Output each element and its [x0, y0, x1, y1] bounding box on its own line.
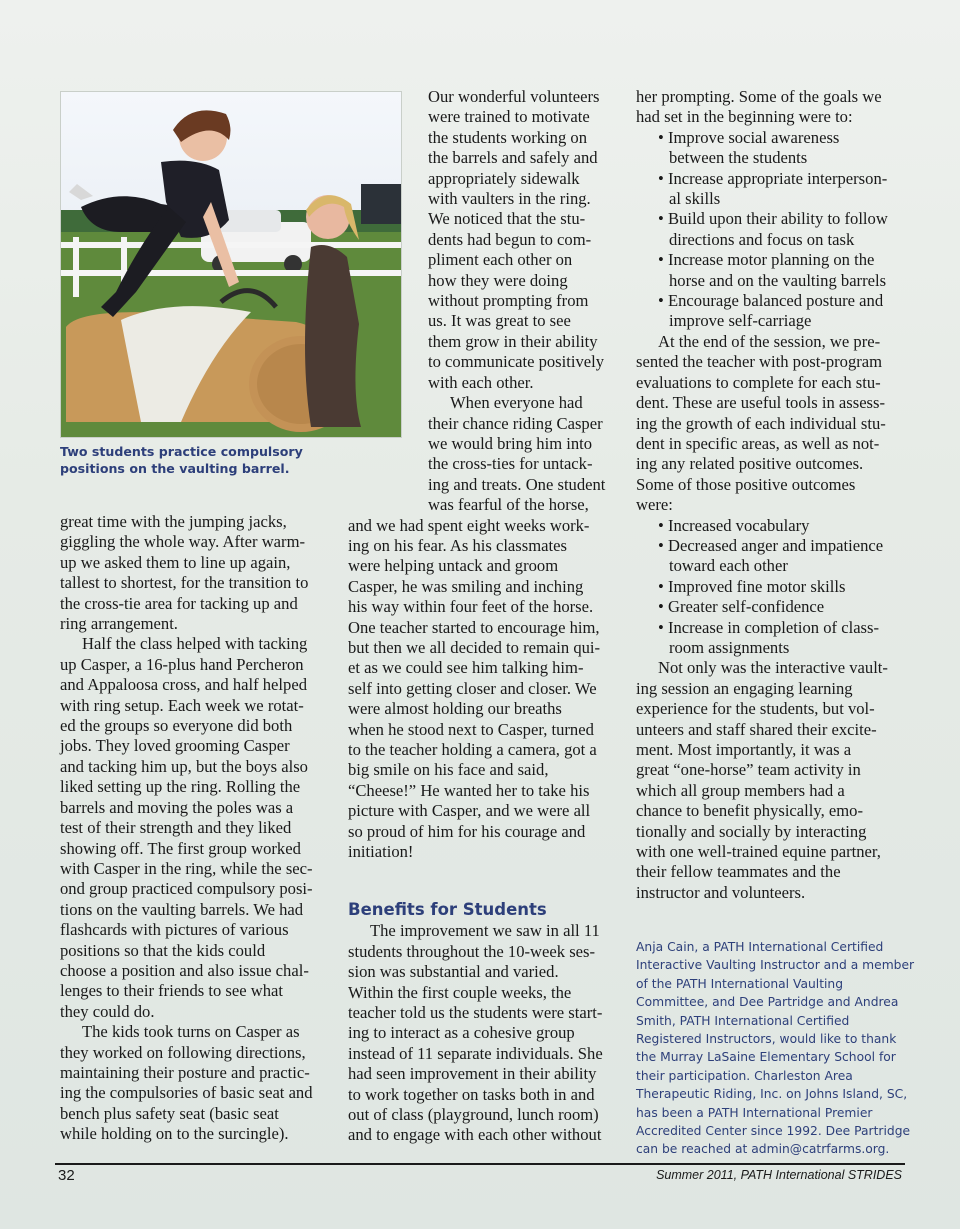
bio-line: Anja Cain, a PATH International Certified: [636, 940, 884, 954]
text-line: out of class (playground, lunch room): [348, 1105, 599, 1125]
photo-caption: [60, 444, 330, 477]
list-item: • Increase appropriate interperson-: [658, 168, 888, 188]
text-line: pliment each other on: [428, 250, 573, 270]
text-line: tallest to shortest, for the transition to: [60, 573, 309, 593]
text-line: unteers and staff shared their excite-: [636, 719, 877, 739]
text-line: liked setting up the ring. Rolling the: [60, 777, 301, 797]
text-line: Casper, he was smiling and inching: [348, 576, 584, 596]
bio-line: their participation. Charleston Area: [636, 1068, 853, 1083]
text-line: ment. Most importantly, it was a: [636, 740, 852, 759]
paragraph: [60, 512, 332, 634]
text-line: was fearful of the horse,: [428, 495, 589, 515]
text-line: self into getting closer and closer. We: [348, 678, 597, 698]
text-line: were almost holding our breaths: [348, 699, 562, 719]
text-line: evaluations to complete for each stu-: [636, 372, 881, 392]
text-line: up Casper, a 16-plus hand Percheron: [60, 654, 304, 674]
text-line: dent. These are useful tools in assess-: [636, 393, 886, 413]
bio-line: of the PATH International Vaulting: [636, 976, 844, 991]
text-line: up we asked them to line up again,: [60, 552, 291, 572]
paragraph: [60, 1022, 332, 1144]
text-line: Our wonderful volunteers: [428, 87, 600, 106]
text-line: ing to interact as a cohesive group: [348, 1023, 575, 1043]
text-line: with vaulters in the ring.: [428, 189, 591, 209]
text-line: dents had begun to com-: [428, 229, 592, 249]
bio-line: Registered Instructors, would like to thank: [636, 1032, 897, 1047]
text-line: with each other.: [428, 372, 534, 392]
text-line: their chance riding Casper: [428, 413, 603, 433]
text-line: The kids took turns on Casper as: [82, 1022, 300, 1042]
text-line: experience for the students, but vol-: [636, 699, 875, 719]
bio-line: can be reached at admin@catrfarms.org.: [636, 1142, 890, 1157]
text-line: without prompting from: [428, 291, 589, 311]
bio-line: Smith, PATH International Certified: [636, 1013, 850, 1028]
caption-line: positions on the vaulting barrel.: [60, 460, 290, 476]
text-line: his way within four feet of the horse.: [348, 597, 594, 617]
text-line: maintaining their posture and practic-: [60, 1062, 310, 1082]
text-line: barrels and moving the poles was a: [60, 797, 294, 817]
text-line: chance to benefit physically, emo-: [636, 801, 863, 821]
list-item-continuation: directions and focus on task: [669, 229, 855, 249]
text-line: they could do.: [60, 1001, 155, 1021]
text-line: instructor and volunteers.: [636, 882, 806, 902]
list-item-text: Build upon their ability to follow: [667, 209, 888, 229]
paragraph: [60, 634, 332, 1022]
text-line: showing off. The first group worked: [60, 838, 301, 858]
page-number: 32: [58, 1167, 75, 1184]
list-item-continuation: between the students: [669, 148, 808, 168]
text-line: At the end of the session, we pre-: [658, 331, 881, 351]
benefits-section: [348, 900, 623, 1146]
list-item: • Improved fine motor skills: [658, 576, 846, 596]
text-line: jobs. They loved grooming Casper: [60, 736, 290, 756]
text-line: the students working on: [428, 127, 588, 147]
paragraph: [348, 516, 623, 863]
text-line: picture with Casper, and we were all: [348, 801, 591, 821]
text-line: positions so that the kids could: [60, 940, 266, 960]
text-line: and Appaloosa cross, and half helped: [60, 675, 307, 695]
list-item-continuation: room assignments: [669, 637, 790, 657]
text-line: to the teacher holding a camera, got a: [348, 740, 597, 759]
text-line: them grow in their ability: [428, 331, 598, 351]
caption-line: Two students practice compulsory: [60, 444, 303, 459]
text-line: Some of those positive outcomes: [636, 474, 856, 494]
text-line: ing the compulsories of basic seat and: [60, 1083, 313, 1103]
text-line: which all group members had a: [636, 780, 845, 800]
text-line: the barrels and safely and: [428, 148, 598, 168]
text-line: giggling the whole way. After warm-: [60, 532, 306, 552]
outcomes-list: [636, 516, 908, 659]
text-line: tionally and socially by interacting: [636, 821, 867, 841]
text-line: flashcards with pictures of various: [60, 920, 289, 940]
text-line: The improvement we saw in all 11: [370, 921, 600, 941]
text-line: great time with the jumping jacks,: [60, 512, 287, 531]
text-line: with one well-trained equine partner,: [636, 842, 881, 862]
text-line: were:: [636, 495, 673, 515]
text-line: when he stood next to Casper, turned: [348, 719, 594, 739]
list-item: • Decreased anger and impatience: [658, 535, 884, 555]
text-line: ed the groups so everyone did both: [60, 716, 293, 736]
text-line: tions on the vaulting barrels. We had: [60, 899, 304, 919]
list-item-text: Increase motor planning on the: [667, 250, 875, 270]
list-item-continuation: horse and on the vaulting barrels: [669, 270, 887, 290]
text-line: how they were doing: [428, 270, 568, 290]
text-line: sion was substantial and varied.: [348, 962, 559, 982]
text-line: we would bring him into: [428, 433, 593, 453]
text-line: initiation!: [348, 842, 414, 862]
text-line: but then we all decided to remain qui-: [348, 637, 601, 657]
text-line: lenges to their friends to see what: [60, 981, 284, 1001]
text-line: us. It was great to see: [428, 311, 571, 331]
list-item-text: Greater self-confidence: [667, 597, 825, 617]
text-line: choose a position and also issue chal-: [60, 960, 309, 980]
text-line: great “one-horse” team activity in: [636, 760, 861, 780]
column-3: [636, 87, 908, 903]
text-line: test of their strength and they liked: [60, 818, 292, 838]
list-item-text: Encourage balanced posture and: [667, 291, 884, 311]
list-item-text: Improve social awareness: [667, 127, 840, 147]
text-line: and tacking him up, but the boys also: [60, 756, 308, 776]
text-line: while holding on to the surcingle).: [60, 1124, 289, 1144]
text-line: ond group practiced compulsory posi-: [60, 879, 313, 899]
text-line: When everyone had: [450, 393, 583, 413]
text-line: big smile on his face and said,: [348, 760, 549, 780]
text-line: were trained to motivate: [428, 107, 590, 127]
text-line: ring arrangement.: [60, 614, 178, 634]
text-line: Not only was the interactive vault-: [658, 658, 888, 678]
text-line: sented the teacher with post-program: [636, 352, 883, 372]
text-line: to work together on tasks both in and: [348, 1084, 595, 1104]
list-item: • Encourage balanced posture and: [658, 291, 884, 311]
text-line: her prompting. Some of the goals we: [636, 87, 882, 106]
paragraph: [636, 87, 908, 128]
paragraph: [348, 921, 623, 1145]
text-line: teacher told us the students were start-: [348, 1003, 603, 1023]
text-line: et as we could see him talking him-: [348, 658, 584, 678]
list-item: • Greater self-confidence: [658, 597, 825, 617]
text-line: their fellow teammates and the: [636, 862, 841, 882]
text-line: ing any related positive outcomes.: [636, 454, 864, 474]
list-item-text: Increase in completion of class-: [667, 617, 879, 637]
list-item-text: Improved fine motor skills: [667, 576, 846, 596]
text-line: the cross-ties for untack-: [428, 454, 593, 474]
column-1: [60, 512, 332, 1145]
goals-list: [636, 128, 908, 332]
text-line: students throughout the 10-week ses-: [348, 941, 596, 961]
text-line: they worked on following directions,: [60, 1042, 306, 1062]
paragraph: [636, 658, 908, 903]
text-line: so proud of him for his courage and: [348, 821, 586, 841]
text-line: We noticed that the stu-: [428, 209, 586, 229]
list-item: • Improve social awareness: [658, 127, 840, 147]
text-line: dent in specific areas, as well as not-: [636, 433, 880, 453]
text-line: ing session an engaging learning: [636, 678, 853, 698]
bio-line: Interactive Vaulting Instructor and a member: [636, 958, 915, 973]
bio-line: Committee, and Dee Partridge and Andrea: [636, 995, 899, 1010]
bio-line: Accredited Center since 1992. Dee Partridge: [636, 1124, 911, 1139]
list-item: • Build upon their ability to follow: [658, 209, 888, 229]
section-heading: Benefits for Students: [348, 900, 547, 919]
text-line: Within the first couple weeks, the: [348, 982, 572, 1002]
list-item-continuation: al skills: [669, 189, 721, 209]
paragraph: [348, 87, 623, 393]
text-line: bench plus safety seat (basic seat: [60, 1103, 279, 1123]
bio-line: the Murray LaSaine Elementary School for: [636, 1050, 896, 1065]
text-line: and to engage with each other without: [348, 1125, 602, 1145]
list-item-text: Decreased anger and impatience: [667, 535, 884, 555]
column-2: [348, 87, 623, 862]
paragraph: [348, 393, 623, 515]
text-line: the cross-tie area for tacking up and: [60, 593, 298, 613]
bio-line: has been a PATH International Premier: [636, 1105, 873, 1120]
text-line: had set in the beginning were to:: [636, 107, 853, 127]
author-bio: [636, 938, 915, 1159]
list-item-text: Increased vocabulary: [667, 515, 810, 535]
text-line: ing on his fear. As his classmates: [348, 535, 567, 555]
footer-rule: [55, 1163, 905, 1165]
text-line: ing and treats. One student: [428, 474, 606, 494]
text-line: had seen improvement in their ability: [348, 1064, 597, 1084]
paragraph: [636, 332, 908, 516]
list-item: • Increase in completion of class-: [658, 617, 879, 637]
list-item: • Increase motor planning on the: [658, 250, 875, 270]
text-line: One teacher started to encourage him,: [348, 617, 600, 637]
list-item-text: Increase appropriate interperson-: [667, 168, 888, 188]
list-item: • Increased vocabulary: [658, 515, 810, 535]
text-line: with Casper in the ring, while the sec-: [60, 858, 313, 878]
text-line: Half the class helped with tacking: [82, 634, 308, 654]
publication-footer: Summer 2011, PATH International STRIDES: [656, 1168, 902, 1182]
text-line: to communicate positively: [428, 352, 605, 372]
bio-line: Therapeutic Riding, Inc. on Johns Island, SC,: [636, 1087, 908, 1102]
text-line: ing the growth of each individual stu-: [636, 413, 886, 433]
text-line: appropriately sidewalk: [428, 168, 580, 188]
text-line: were helping untack and groom: [348, 556, 559, 576]
list-item-continuation: improve self-carriage: [669, 311, 812, 331]
text-line: and we had spent eight weeks work-: [348, 515, 590, 535]
text-line: “Cheese!” He wanted her to take his: [348, 780, 590, 800]
list-item-continuation: toward each other: [669, 556, 788, 576]
text-line: with ring setup. Each week we rotat-: [60, 695, 304, 715]
text-line: instead of 11 separate individuals. She: [348, 1043, 603, 1063]
